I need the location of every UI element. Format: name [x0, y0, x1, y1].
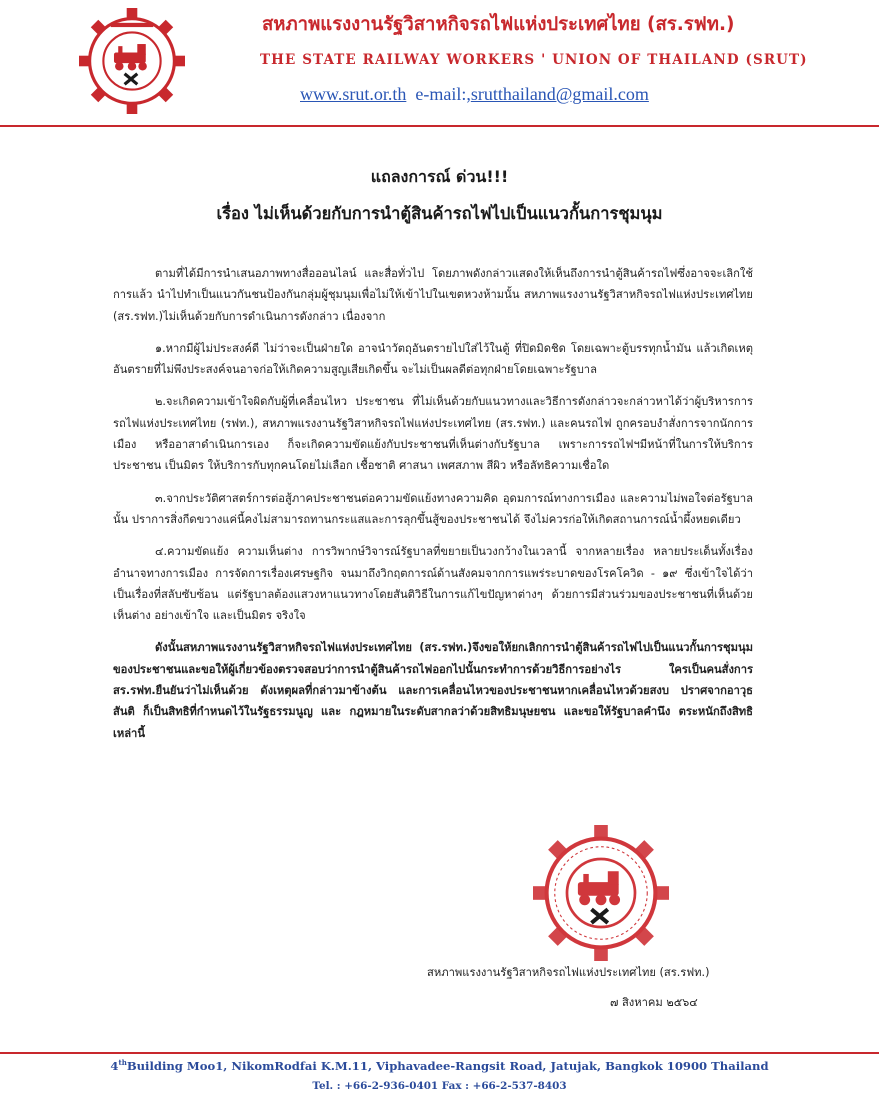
email-link[interactable]: srutthailand@gmail.com	[470, 84, 649, 104]
footer-address	[0, 1058, 879, 1073]
footer-contact	[0, 1080, 879, 1092]
header-divider	[0, 125, 879, 127]
footer-divider	[0, 1052, 879, 1054]
org-name-thai: สหภาพแรงงานรัฐวิสาหกิจรถไฟแห่งประเทศไทย (สร.รฟท.)	[262, 14, 735, 35]
contact-line: www.srut.or.th e-mail:,srutthailand@gmail.com	[300, 84, 649, 104]
union-logo-icon	[79, 8, 185, 114]
conclusion-paragraph: ดังนั้นสหภาพแรงงานรัฐวิสาหกิจรถไฟแห่งประเทศไทย (สร.รฟท.)จึงขอให้ยกเลิกการนำตู้สินค้ารถไฟไปเป็นแนวกั้นการชุมนุมของประชาชนและขอให้ผู้เกี่ยวข้องตรวจสอบว่าการนำตู้สินค้ารถไฟออกไปนั้นกระทำการด้วยวิธีการอย่างไร ใครเป็นคนสั่งการ สร.รฟท.ยืนยันว่าไม่เห็นด้วย ดังเหตุผลที่กล่าวมาข้างต้น และการเคลื่อนไหวของประชาชนหากเคลื่อนไหวด้วยสงบ ปราศจากอาวุธ สันติ ก็เป็นสิทธิที่กำหนดไว้ในรัฐธรรมนูญ และ กฎหมายในระดับสากลว่าด้วยสิทธิมนุษยชน และขอให้รัฐบาลคำนึง ตระหนักถึงสิทธิเหล่านี้	[113, 641, 753, 740]
tel-number: +66-2-936-0401	[344, 1080, 439, 1092]
email-label: e-mail:	[415, 84, 467, 104]
announcement-subject: เรื่อง ไม่เห็นด้วยกับการนำตู้สินค้ารถไฟไปเป็นแนวกั้นการชุมนุม	[216, 204, 663, 223]
point-2-paragraph: ๒.จะเกิดความเข้าใจผิดกับผู้ที่เคลื่อนไหว ประชาชน ที่ไม่เห็นด้วยกับแนวทางและวิธีการดังกล่าวจะกล่าวหาได้ว่าผู้บริหารการรถไฟแห่งประเทศไทย (รฟท.), สหภาพแรงงานรัฐวิสาหกิจรถไฟแห่งประเทศไทย (สร.รฟท.) และคนรถไฟ ถูกครอบงำสั่งการจากนักการเมือง หรืออาสาดำเนินการเอง ก็จะเกิดความขัดแย้งกับประชาชนที่เห็นต่างกับรัฐบาล เพราะการรถไฟฯมีหน้าที่ในการให้บริการประชาชน เป็นมิตร ให้บริการกับทุกคนโดยไม่เลือก เชื้อชาติ ศาสนา เพศสภาพ สีผิว หรือลัทธิความเชื่อใด	[113, 395, 753, 473]
announcement-title: แถลงการณ์ ด่วน!!!	[370, 167, 509, 186]
address-suffix: th	[118, 1058, 127, 1067]
intro-paragraph: ตามที่ได้มีการนำเสนอภาพทางสื่อออนไลน์ และสื่อทั่วไป โดยภาพดังกล่าวแสดงให้เห็นถึงการนำตู้สินค้ารถไฟซึ่งอาจจะเลิกใช้การแล้ว นำไปทำเป็นแนวกันชนป้องกันกลุ่มผู้ชุมนุมเพื่อไม่ให้เข้าไปในเขตหวงห้ามนั้น สหภาพแรงงานรัฐวิสาหกิจรถไฟแห่งประเทศไทย (สร.รฟท.)ไม่เห็นด้วยกับการดำเนินการดังกล่าว เนื่องจาก	[113, 267, 753, 323]
org-name-english: THE STATE RAILWAY WORKERS ' UNION OF THAILAND (SRUT)	[260, 52, 808, 68]
fax-number: +66-2-537-8403	[472, 1080, 567, 1092]
union-seal-stamp-icon	[533, 825, 669, 961]
point-3-paragraph: ๓.จากประวัติศาสตร์การต่อสู้ภาคประชาชนต่อความขัดแย้งทางความคิด อุดมการณ์ทางการเมือง และความไม่พอใจต่อรัฐบาลนั้น ปราการสิ่งกีดขวางแค่นี้คงไม่สามารถทานกระแสและการลุกขึ้นสู้ของประชาชนได้ จึงไม่ควรก่อให้เกิดสถานการณ์น้ำผึ้งหยดเดียว	[113, 491, 753, 526]
fax-label: Fax :	[441, 1080, 469, 1092]
point-1-paragraph: ๑.หากมีผู้ไม่ประสงค์ดี ไม่ว่าจะเป็นฝ่ายใด อาจนำวัตถุอันตรายไปใส่ไว้ในตู้ ที่ปิดมิดชิด โดยเฉพาะตู้บรรทุกน้ำมัน แล้วเกิดเหตุอันตรายที่ไม่พึงประสงค์จนอาจก่อให้เกิดความสูญเสียเกิดขึ้น จะไม่เป็นผลดีต่อทุกฝ่ายโดยเฉพาะรัฐบาล	[113, 341, 753, 377]
point-4-paragraph: ๔.ความขัดแย้ง ความเห็นต่าง การวิพากษ์วิจารณ์รัฐบาลที่ขยายเป็นวงกว้างในเวลานี้ จากหลายเรื่อง หลายประเด็นทั้งเรื่องอำนาจทางการเมือง การจัดการเรื่องเศรษฐกิจ จนมาถึงวิกฤตการณ์ด้านสังคมจากการแพร่ระบาดของโรคโควิด - ๑๙ ซึ่งเข้าใจได้ว่าเป็นเรื่องที่สลับซับซ้อน แต่รัฐบาลต้องแสวงหาแนวทางโดยสันติวิธีในการแก้ไขปัญหาต่างๆ ด้วยการมีส่วนร่วมของประชาชนที่เห็นด้วย เห็นต่าง อย่างเข้าใจ และเป็นมิตร จริงใจ	[113, 545, 753, 623]
tel-label: Tel. :	[312, 1080, 341, 1092]
address-text: Building Moo1, NikomRodfai K.M.11, Viphavadee-Rangsit Road, Jatujak, Bangkok 10900 Thailand	[126, 1058, 769, 1073]
signature-date: ๗ สิงหาคม ๒๕๖๔	[610, 996, 698, 1009]
signature-organization: สหภาพแรงงานรัฐวิสาหกิจรถไฟแห่งประเทศไทย (สร.รฟท.)	[427, 966, 710, 979]
statement-body	[113, 263, 753, 755]
address-number: 4	[110, 1058, 119, 1073]
website-link[interactable]: www.srut.or.th	[300, 84, 407, 104]
